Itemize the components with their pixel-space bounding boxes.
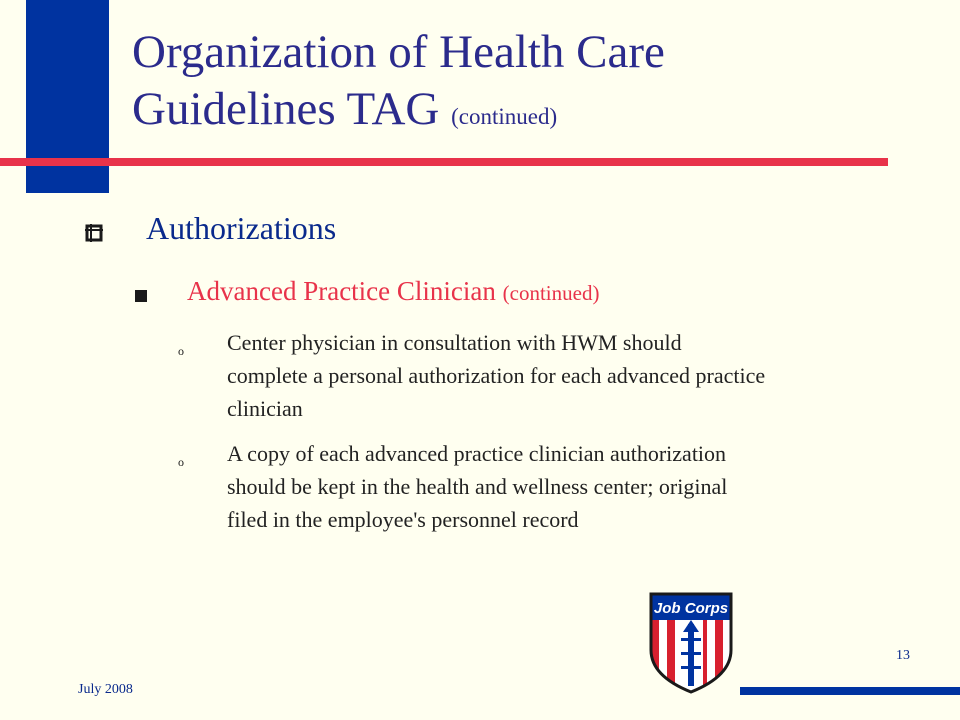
logo-text: Job Corps <box>653 600 729 617</box>
o-bullet-icon: o <box>178 344 184 358</box>
sub-bullet-1-line: complete a personal authorization for each advanced practice <box>227 363 766 388</box>
bullet-authorizations: Authorizations <box>146 210 337 246</box>
title-line-1: Organization of Health Care <box>132 26 665 78</box>
page-number: 13 <box>896 648 910 663</box>
square-bullet-icon <box>135 290 147 302</box>
l2-label: Advanced Practice Clinician <box>187 276 496 306</box>
sub-bullet-1-line: Center physician in consultation with HWM should <box>227 330 682 355</box>
footer-date: July 2008 <box>78 682 133 697</box>
slide-title <box>132 24 932 145</box>
l2-continued: (continued) <box>502 281 600 305</box>
sub-bullet-2-line: filed in the employee's personnel record <box>227 507 579 532</box>
sub-bullet-1 <box>227 326 907 425</box>
title-underline-rule <box>0 158 888 166</box>
sub-bullet-2-line: A copy of each advanced practice clinician authorization <box>227 441 727 466</box>
title-continued: (continued) <box>451 104 558 129</box>
hash-bullet-icon <box>85 224 103 242</box>
o-bullet-icon: o <box>178 455 184 469</box>
title-line-2 <box>132 81 932 145</box>
bullet-advanced-practice-clinician <box>187 276 599 307</box>
sub-bullet-2-line: should be kept in the health and wellness center; original <box>227 474 728 499</box>
sub-bullet-2 <box>227 437 907 536</box>
job-corps-logo <box>645 590 737 694</box>
sub-bullet-1-line: clinician <box>227 396 303 421</box>
title-line-2-text: Guidelines TAG <box>132 83 440 135</box>
bottom-accent-bar <box>740 687 960 695</box>
